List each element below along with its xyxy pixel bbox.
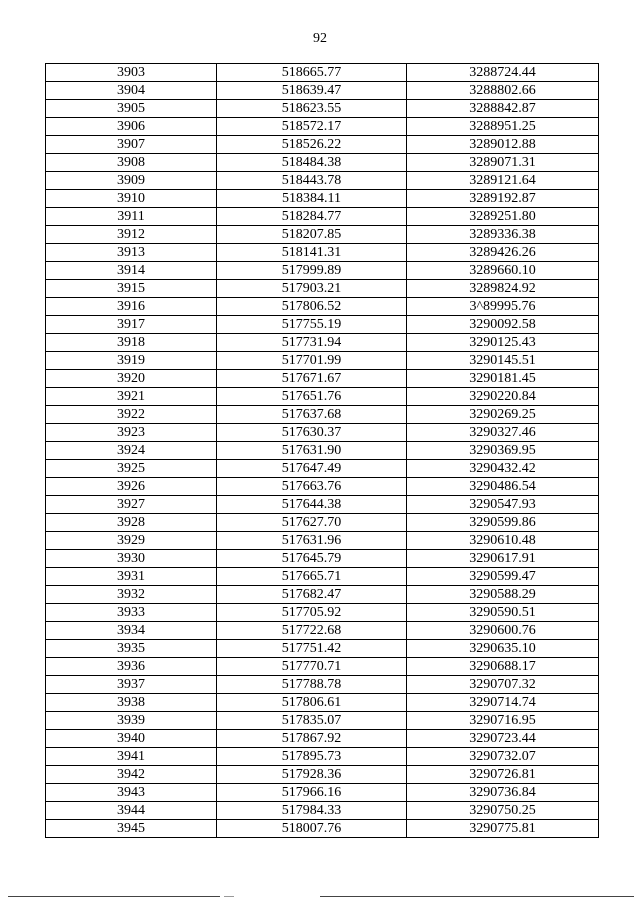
table-row <box>46 784 599 802</box>
point-number-cell: 3913 <box>46 244 217 262</box>
y-coordinate-cell: 3290327.46 <box>407 424 599 442</box>
y-coordinate-cell: 3^89995.76 <box>407 298 599 316</box>
point-number-cell: 3929 <box>46 532 217 550</box>
table-row <box>46 730 599 748</box>
point-number-cell: 3903 <box>46 64 217 82</box>
y-coordinate-cell: 3290269.25 <box>407 406 599 424</box>
point-number-cell: 3935 <box>46 640 217 658</box>
table-row <box>46 694 599 712</box>
x-coordinate-cell: 518284.77 <box>217 208 407 226</box>
y-coordinate-cell: 3288724.44 <box>407 64 599 82</box>
y-coordinate-cell: 3290369.95 <box>407 442 599 460</box>
table-row <box>46 406 599 424</box>
x-coordinate-cell: 517984.33 <box>217 802 407 820</box>
point-number-cell: 3916 <box>46 298 217 316</box>
x-coordinate-cell: 517966.16 <box>217 784 407 802</box>
y-coordinate-cell: 3289824.92 <box>407 280 599 298</box>
y-coordinate-cell: 3290635.10 <box>407 640 599 658</box>
coordinates-table <box>45 63 599 838</box>
x-coordinate-cell: 517682.47 <box>217 586 407 604</box>
x-coordinate-cell: 517631.90 <box>217 442 407 460</box>
y-coordinate-cell: 3290145.51 <box>407 352 599 370</box>
point-number-cell: 3918 <box>46 334 217 352</box>
x-coordinate-cell: 517928.36 <box>217 766 407 784</box>
point-number-cell: 3927 <box>46 496 217 514</box>
y-coordinate-cell: 3290181.45 <box>407 370 599 388</box>
y-coordinate-cell: 3290688.17 <box>407 658 599 676</box>
footer-rule-left <box>8 896 220 897</box>
x-coordinate-cell: 518623.55 <box>217 100 407 118</box>
y-coordinate-cell: 3289426.26 <box>407 244 599 262</box>
point-number-cell: 3930 <box>46 550 217 568</box>
y-coordinate-cell: 3289251.80 <box>407 208 599 226</box>
point-number-cell: 3940 <box>46 730 217 748</box>
point-number-cell: 3945 <box>46 820 217 838</box>
y-coordinate-cell: 3290707.32 <box>407 676 599 694</box>
table-row <box>46 172 599 190</box>
table-row <box>46 640 599 658</box>
y-coordinate-cell: 3290736.84 <box>407 784 599 802</box>
table-row <box>46 118 599 136</box>
point-number-cell: 3938 <box>46 694 217 712</box>
footer-rule-right <box>320 896 634 897</box>
x-coordinate-cell: 517806.52 <box>217 298 407 316</box>
table-row <box>46 352 599 370</box>
x-coordinate-cell: 517630.37 <box>217 424 407 442</box>
point-number-cell: 3910 <box>46 190 217 208</box>
table-row <box>46 478 599 496</box>
table-row <box>46 208 599 226</box>
y-coordinate-cell: 3290125.43 <box>407 334 599 352</box>
table-row <box>46 262 599 280</box>
x-coordinate-cell: 517627.70 <box>217 514 407 532</box>
x-coordinate-cell: 517644.38 <box>217 496 407 514</box>
table-row <box>46 424 599 442</box>
x-coordinate-cell: 517806.61 <box>217 694 407 712</box>
point-number-cell: 3937 <box>46 676 217 694</box>
point-number-cell: 3922 <box>46 406 217 424</box>
y-coordinate-cell: 3290092.58 <box>407 316 599 334</box>
x-coordinate-cell: 518207.85 <box>217 226 407 244</box>
x-coordinate-cell: 517722.68 <box>217 622 407 640</box>
x-coordinate-cell: 517999.89 <box>217 262 407 280</box>
point-number-cell: 3944 <box>46 802 217 820</box>
x-coordinate-cell: 518484.38 <box>217 154 407 172</box>
x-coordinate-cell: 518639.47 <box>217 82 407 100</box>
y-coordinate-cell: 3290716.95 <box>407 712 599 730</box>
table-row <box>46 532 599 550</box>
y-coordinate-cell: 3290220.84 <box>407 388 599 406</box>
x-coordinate-cell: 517755.19 <box>217 316 407 334</box>
x-coordinate-cell: 517705.92 <box>217 604 407 622</box>
point-number-cell: 3936 <box>46 658 217 676</box>
x-coordinate-cell: 518443.78 <box>217 172 407 190</box>
y-coordinate-cell: 3289192.87 <box>407 190 599 208</box>
y-coordinate-cell: 3290617.91 <box>407 550 599 568</box>
y-coordinate-cell: 3290588.29 <box>407 586 599 604</box>
table-row <box>46 748 599 766</box>
x-coordinate-cell: 517751.42 <box>217 640 407 658</box>
x-coordinate-cell: 517770.71 <box>217 658 407 676</box>
table-row <box>46 226 599 244</box>
table-row <box>46 316 599 334</box>
x-coordinate-cell: 517671.67 <box>217 370 407 388</box>
table-row <box>46 280 599 298</box>
y-coordinate-cell: 3290599.47 <box>407 568 599 586</box>
y-coordinate-cell: 3290714.74 <box>407 694 599 712</box>
x-coordinate-cell: 517895.73 <box>217 748 407 766</box>
point-number-cell: 3943 <box>46 784 217 802</box>
table-row <box>46 442 599 460</box>
table-row <box>46 568 599 586</box>
x-coordinate-cell: 517665.71 <box>217 568 407 586</box>
point-number-cell: 3923 <box>46 424 217 442</box>
table-row <box>46 766 599 784</box>
x-coordinate-cell: 518384.11 <box>217 190 407 208</box>
table-row <box>46 604 599 622</box>
point-number-cell: 3912 <box>46 226 217 244</box>
point-number-cell: 3939 <box>46 712 217 730</box>
y-coordinate-cell: 3289121.64 <box>407 172 599 190</box>
x-coordinate-cell: 518007.76 <box>217 820 407 838</box>
table-row <box>46 190 599 208</box>
y-coordinate-cell: 3289336.38 <box>407 226 599 244</box>
table-row <box>46 100 599 118</box>
y-coordinate-cell: 3288951.25 <box>407 118 599 136</box>
point-number-cell: 3931 <box>46 568 217 586</box>
table-row <box>46 244 599 262</box>
table-row <box>46 712 599 730</box>
y-coordinate-cell: 3290726.81 <box>407 766 599 784</box>
point-number-cell: 3921 <box>46 388 217 406</box>
point-number-cell: 3905 <box>46 100 217 118</box>
table-row <box>46 334 599 352</box>
table-row <box>46 388 599 406</box>
table-row <box>46 82 599 100</box>
point-number-cell: 3925 <box>46 460 217 478</box>
y-coordinate-cell: 3290547.93 <box>407 496 599 514</box>
y-coordinate-cell: 3290600.76 <box>407 622 599 640</box>
x-coordinate-cell: 517631.96 <box>217 532 407 550</box>
x-coordinate-cell: 518526.22 <box>217 136 407 154</box>
x-coordinate-cell: 518572.17 <box>217 118 407 136</box>
table-row <box>46 658 599 676</box>
x-coordinate-cell: 518665.77 <box>217 64 407 82</box>
point-number-cell: 3933 <box>46 604 217 622</box>
point-number-cell: 3904 <box>46 82 217 100</box>
point-number-cell: 3908 <box>46 154 217 172</box>
table-row <box>46 136 599 154</box>
point-number-cell: 3924 <box>46 442 217 460</box>
x-coordinate-cell: 517637.68 <box>217 406 407 424</box>
point-number-cell: 3906 <box>46 118 217 136</box>
x-coordinate-cell: 517663.76 <box>217 478 407 496</box>
y-coordinate-cell: 3290723.44 <box>407 730 599 748</box>
point-number-cell: 3934 <box>46 622 217 640</box>
footer-rule-dash <box>224 896 234 897</box>
table-row <box>46 550 599 568</box>
point-number-cell: 3914 <box>46 262 217 280</box>
table-row <box>46 370 599 388</box>
x-coordinate-cell: 517701.99 <box>217 352 407 370</box>
table-row <box>46 622 599 640</box>
y-coordinate-cell: 3290486.54 <box>407 478 599 496</box>
table-row <box>46 586 599 604</box>
point-number-cell: 3907 <box>46 136 217 154</box>
x-coordinate-cell: 517647.49 <box>217 460 407 478</box>
y-coordinate-cell: 3290732.07 <box>407 748 599 766</box>
point-number-cell: 3915 <box>46 280 217 298</box>
y-coordinate-cell: 3290610.48 <box>407 532 599 550</box>
x-coordinate-cell: 517867.92 <box>217 730 407 748</box>
x-coordinate-cell: 517835.07 <box>217 712 407 730</box>
point-number-cell: 3941 <box>46 748 217 766</box>
x-coordinate-cell: 517645.79 <box>217 550 407 568</box>
x-coordinate-cell: 517903.21 <box>217 280 407 298</box>
y-coordinate-cell: 3290590.51 <box>407 604 599 622</box>
point-number-cell: 3932 <box>46 586 217 604</box>
point-number-cell: 3920 <box>46 370 217 388</box>
x-coordinate-cell: 517788.78 <box>217 676 407 694</box>
point-number-cell: 3928 <box>46 514 217 532</box>
y-coordinate-cell: 3289012.88 <box>407 136 599 154</box>
table-row <box>46 298 599 316</box>
x-coordinate-cell: 517731.94 <box>217 334 407 352</box>
table-row <box>46 514 599 532</box>
table-row <box>46 820 599 838</box>
table-row <box>46 460 599 478</box>
y-coordinate-cell: 3290599.86 <box>407 514 599 532</box>
table-row <box>46 154 599 172</box>
point-number-cell: 3926 <box>46 478 217 496</box>
y-coordinate-cell: 3290750.25 <box>407 802 599 820</box>
page-number: 92 <box>313 31 327 46</box>
table-row <box>46 676 599 694</box>
y-coordinate-cell: 3289071.31 <box>407 154 599 172</box>
point-number-cell: 3909 <box>46 172 217 190</box>
x-coordinate-cell: 517651.76 <box>217 388 407 406</box>
table-row <box>46 64 599 82</box>
y-coordinate-cell: 3290432.42 <box>407 460 599 478</box>
point-number-cell: 3942 <box>46 766 217 784</box>
y-coordinate-cell: 3288842.87 <box>407 100 599 118</box>
table-row <box>46 496 599 514</box>
table-row <box>46 802 599 820</box>
point-number-cell: 3919 <box>46 352 217 370</box>
point-number-cell: 3917 <box>46 316 217 334</box>
coordinates-table-body <box>46 64 599 838</box>
y-coordinate-cell: 3289660.10 <box>407 262 599 280</box>
y-coordinate-cell: 3288802.66 <box>407 82 599 100</box>
x-coordinate-cell: 518141.31 <box>217 244 407 262</box>
y-coordinate-cell: 3290775.81 <box>407 820 599 838</box>
point-number-cell: 3911 <box>46 208 217 226</box>
